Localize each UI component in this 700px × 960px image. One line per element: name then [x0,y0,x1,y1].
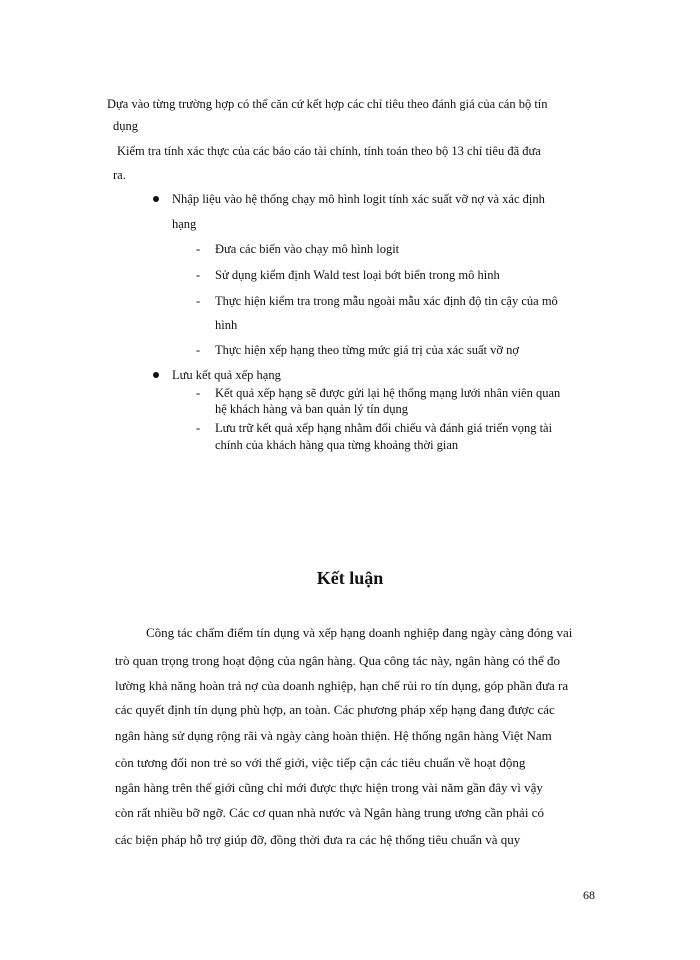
paragraph-line: ngân hàng sử dụng rộng rãi và ngày càng hoàn thiện. Hệ thống ngân hàng Việt Nam [115,728,552,743]
bullet-icon [153,372,159,378]
dash-icon: - [196,294,201,308]
text-line: Kiểm tra tính xác thực của các báo cáo tài chính, tính toán theo bộ 13 chỉ tiêu đã đưa [117,144,541,158]
paragraph-line: các biện pháp hỗ trợ giúp đỡ, đồng thời đưa ra các hệ thống tiêu chuẩn và quy [115,832,521,847]
text-line: Dựa vào từng trường hợp có thể căn cứ kết hợp các chỉ tiêu theo đánh giá của cán bộ tín [107,97,548,111]
list-item: Lưu trữ kết quả xếp hạng nhằm đối chiếu và đánh giá triển vọng tài [215,421,553,435]
list-item: Thực hiện xếp hạng theo từng mức giá trị của xác suất vỡ nợ [215,343,519,357]
list-item: chính của khách hàng qua từng khoảng thời gian [215,438,459,452]
paragraph-line: các quyết định tín dụng phù hợp, an toàn. Các phương pháp xếp hạng đang được các [115,702,555,717]
section-heading: Kết luận [316,568,384,588]
paragraph-line: Công tác chấm điểm tín dụng và xếp hạng doanh nghiệp đang ngày càng đóng vai [146,625,573,640]
list-item: Đưa các biến vào chạy mô hình logit [215,242,400,256]
list-item: Thực hiện kiểm tra trong mẫu ngoài mẫu xác định độ tin cậy của mô [215,294,558,308]
bullet-icon [153,196,159,202]
paragraph-line: trò quan trọng trong hoạt động của ngân hàng. Qua công tác này, ngân hàng có thể đo [115,653,561,668]
text-line: ra. [113,168,126,182]
list-item: hệ khách hàng và ban quản lý tín dụng [215,402,409,416]
list-item: Sử dụng kiểm định Wald test loại bớt biến trong mô hình [215,268,500,282]
dash-icon: - [196,386,201,400]
text-line: dụng [113,119,138,133]
bullet-text: Lưu kết quả xếp hạng [172,368,281,382]
dash-icon: - [196,242,201,256]
paragraph-line: lường khả năng hoàn trả nợ của doanh nghiệp, hạn chế rủi ro tín dụng, góp phần đưa ra [115,678,569,693]
paragraph-line: còn tương đối non trẻ so với thế giới, việc tiếp cận các tiêu chuẩn về hoạt động [115,755,526,770]
dash-icon: - [196,421,201,435]
dash-icon: - [196,343,201,357]
bullet-text: hạng [172,217,197,231]
dash-icon: - [196,268,201,282]
list-item: hình [215,318,238,332]
page-number: 68 [583,888,595,902]
list-item: Kết quả xếp hạng sẽ được gửi lại hệ thống mạng lưới nhân viên quan [215,386,561,400]
bullet-text: Nhập liệu vào hệ thống chạy mô hình logit tính xác suất vỡ nợ và xác định [172,192,545,206]
paragraph-line: ngân hàng trên thế giới cũng chỉ mới được thực hiện trong vài năm gần đây vì vậy [115,780,543,795]
paragraph-line: còn rất nhiều bỡ ngỡ. Các cơ quan nhà nước và Ngân hàng trung ương cần phải có [115,805,544,820]
